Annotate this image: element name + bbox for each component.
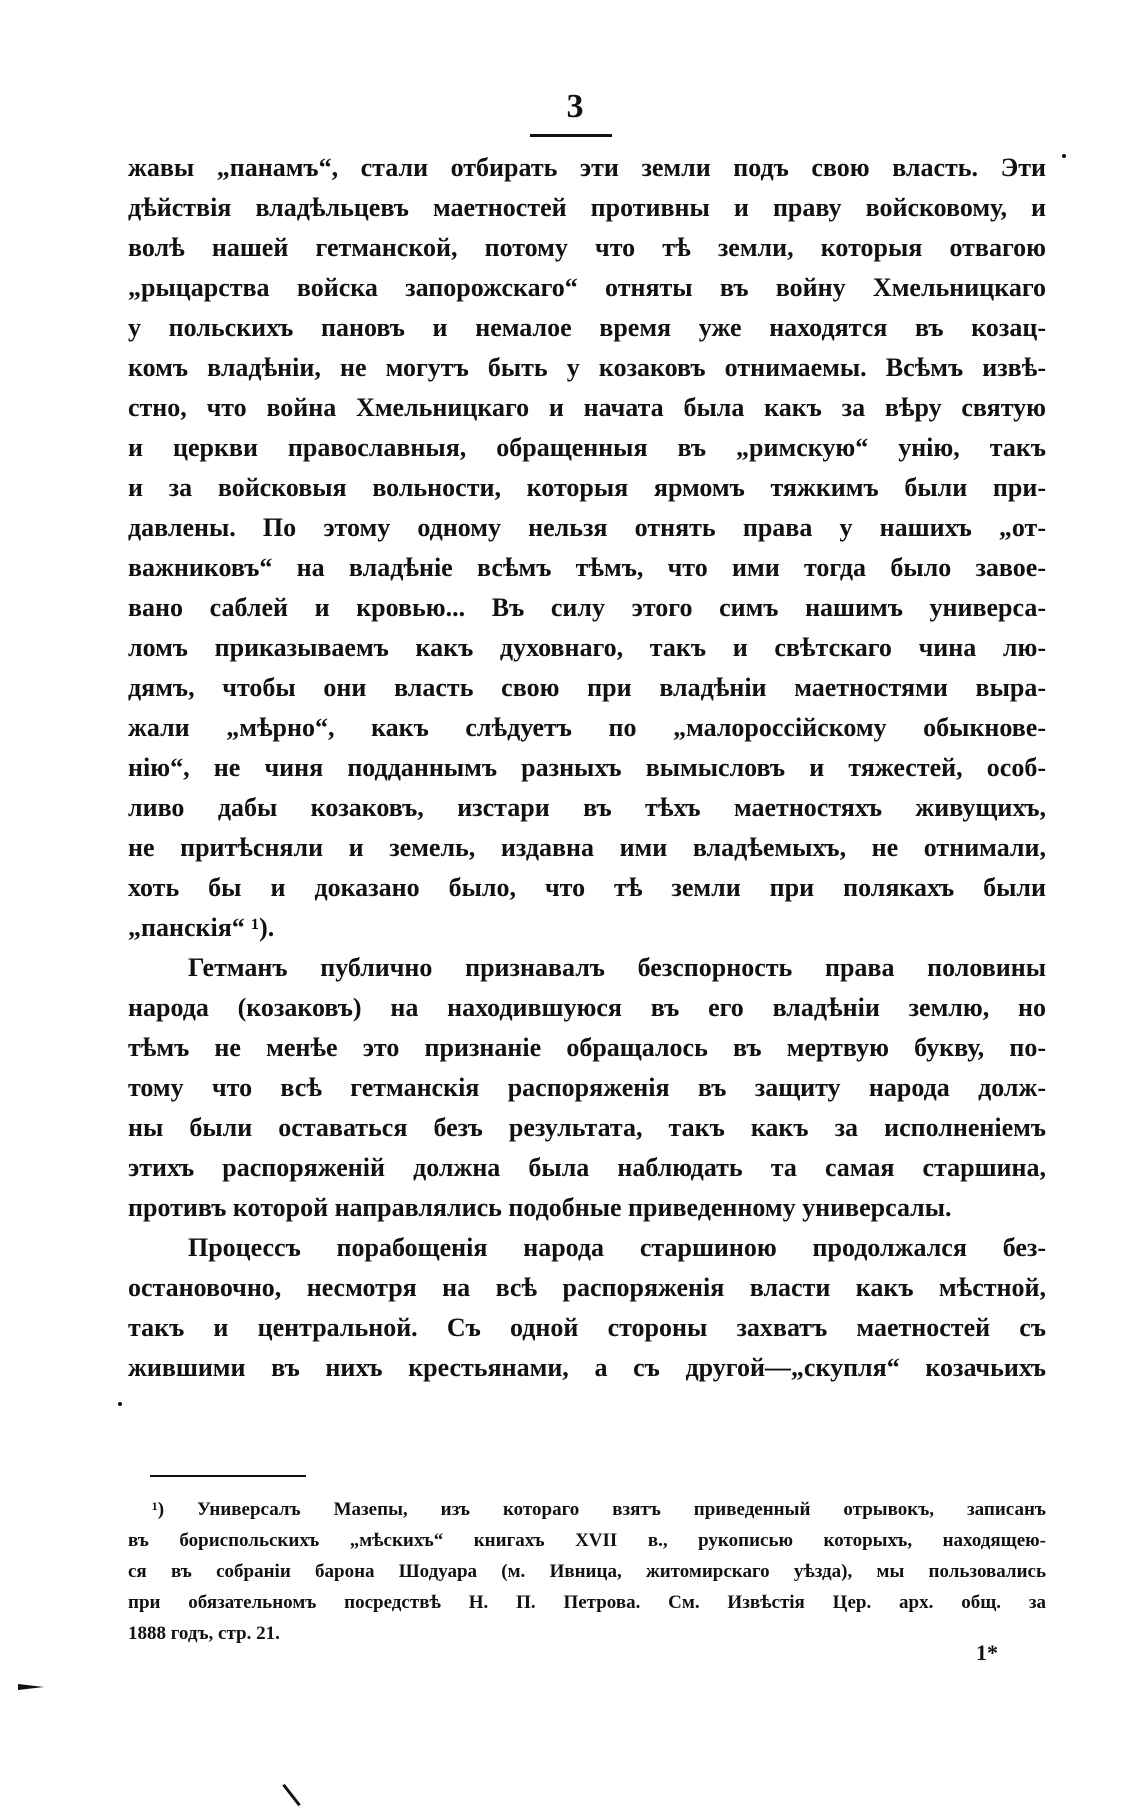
text-line: стно, что война Хмельницкаго и начата была какъ за вѣру святую bbox=[128, 393, 1046, 422]
scan-artifact-tick bbox=[282, 1784, 300, 1806]
text-line: жившими въ нихъ крестьянами, а съ другой—„скупля“ козачьихъ bbox=[128, 1353, 1046, 1382]
text-line: давлены. По этому одному нельзя отнять права у нашихъ „от- bbox=[128, 513, 1046, 542]
text-line: ны были оставаться безъ результата, такъ какъ за исполненіемъ bbox=[128, 1113, 1046, 1142]
text-line: ливо дабы козаковъ, изстари въ тѣхъ маетностяхъ живущихъ, bbox=[128, 793, 1046, 822]
text-line: тѣмъ не менѣе это признаніе обращалось въ мертвую букву, по- bbox=[128, 1033, 1046, 1062]
text-line: остановочно, несмотря на всѣ распоряженія власти какъ мѣстной, bbox=[128, 1273, 1046, 1302]
text-line: волѣ нашей гетманской, потому что тѣ земли, которыя отвагою bbox=[128, 233, 1046, 262]
text-line: жали „мѣрно“, какъ слѣдуетъ по „малороссійскому обыкнове- bbox=[128, 713, 1046, 742]
footnote-line: ся въ собраніи барона Шодуара (м. Ивница, житомирскаго уѣзда), мы пользовались bbox=[128, 1561, 1046, 1582]
scan-artifact-arrow bbox=[18, 1684, 44, 1690]
text-line: не притѣсняли и земель, издавна ими владѣемыхъ, не отнимали, bbox=[128, 833, 1046, 862]
text-line: у польскихъ пановъ и немалое время уже находятся въ козац- bbox=[128, 313, 1046, 342]
text-line: этихъ распоряженій должна была наблюдать та самая старшина, bbox=[128, 1153, 1046, 1182]
text-line: и церкви православныя, обращенныя въ „римскую“ унію, такъ bbox=[128, 433, 1046, 462]
paragraph-first-line: Гетманъ публично признавалъ безспорность права половины bbox=[188, 953, 1046, 982]
text-line: тому что всѣ гетманскія распоряженія въ защиту народа долж- bbox=[128, 1073, 1046, 1102]
printer-signature-mark: 1* bbox=[976, 1640, 998, 1665]
text-line: дѣйствія владѣльцевъ маетностей противны и праву войсковому, и bbox=[128, 193, 1046, 222]
text-line: важниковъ“ на владѣніе всѣмъ тѣмъ, что ими тогда было завое- bbox=[128, 553, 1046, 582]
text-line: дямъ, чтобы они власть свою при владѣніи маетностями выра- bbox=[128, 673, 1046, 702]
page-number: 3 bbox=[566, 88, 584, 125]
scan-artifact-dot bbox=[1062, 154, 1066, 158]
footnote-line: при обязательномъ посредствѣ Н. П. Петрова. См. Извѣстія Цер. арх. общ. за bbox=[128, 1592, 1046, 1613]
footnote-block bbox=[128, 1494, 1046, 1649]
text-line: и за войсковыя вольности, которыя ярмомъ тяжкимъ были при- bbox=[128, 473, 1046, 502]
paragraph-first-line: Процессъ порабощенія народа старшиною продолжался без- bbox=[188, 1233, 1046, 1262]
page-number-rule bbox=[530, 134, 612, 137]
text-line: комъ владѣніи, не могутъ быть у козаковъ отнимаемы. Всѣмъ извѣ- bbox=[128, 353, 1046, 382]
text-line: „панскія“ ¹). bbox=[128, 913, 275, 942]
text-line: нію“, не чиня подданнымъ разныхъ вымысловъ и тяжестей, особ- bbox=[128, 753, 1046, 782]
text-line: ломъ приказываемъ какъ духовнаго, такъ и свѣтскаго чина лю- bbox=[128, 633, 1046, 662]
footnote-line: въ бориспольскихъ „мѣскихъ“ книгахъ XVII в., рукописью которыхъ, находящею- bbox=[128, 1530, 1046, 1551]
text-line: такъ и центральной. Съ одной стороны захватъ маетностей съ bbox=[128, 1313, 1046, 1342]
footnote-line: ¹) Универсалъ Мазепы, изъ котораго взятъ приведенный отрывокъ, записанъ bbox=[152, 1499, 1046, 1520]
footnote-line: 1888 годъ, стр. 21. bbox=[128, 1623, 280, 1644]
footnote-rule bbox=[150, 1475, 306, 1477]
text-line: народа (козаковъ) на находившуюся въ его владѣніи землю, но bbox=[128, 993, 1046, 1022]
text-line: вано саблей и кровью... Въ силу этого симъ нашимъ универса- bbox=[128, 593, 1046, 622]
text-line: „рыцарства войска запорожскаго“ отняты въ войну Хмельницкаго bbox=[128, 273, 1046, 302]
scan-artifact-dot bbox=[118, 1402, 122, 1406]
text-line: противъ которой направлялись подобные приведенному универсалы. bbox=[128, 1193, 952, 1222]
body-text bbox=[128, 148, 1046, 1388]
text-line: жавы „панамъ“, стали отбирать эти земли подъ свою власть. Эти bbox=[128, 153, 1046, 182]
text-line: хоть бы и доказано было, что тѣ земли при полякахъ были bbox=[128, 873, 1046, 902]
